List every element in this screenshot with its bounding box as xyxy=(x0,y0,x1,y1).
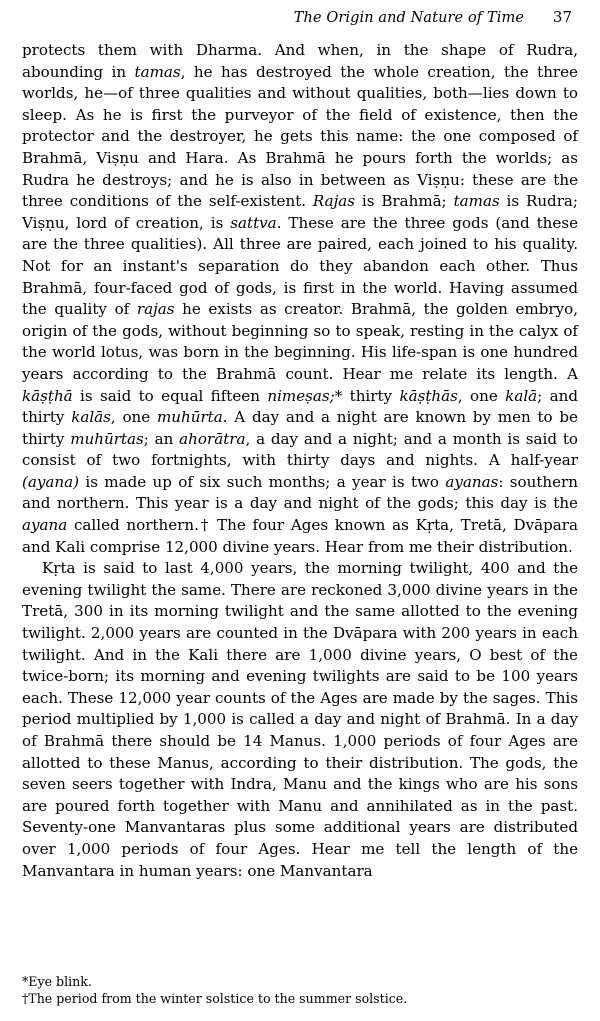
paragraph: protects them with Dharma. And when, in the shape of Rudra, abounding in tamas, he has destroyed the whole creation, the three worlds, he—of three qualities and without qualities, both—lies down to sleep. As he is first the purveyor of the field of existence, then the protector and the destroyer, he gets this name: the one composed of Brahmā, Viṣṇu and Hara. As Brahmā he pours forth the worlds; as Rudra he destroys; and he is also in between as Viṣṇu: these are the three conditions of the self-existent. Rajas is Brahmā; tamas is Rudra; Viṣṇu, lord of creation, is sattva. These are the three gods (and these are the three qualities). All three are paired, each joined to his quality. Not for an instant's separation do they abandon each other. Thus Brahmā, four-faced god of gods, is first in the world. Having assumed the quality of rajas he exists as creator. Brahmā, the golden embryo, origin of the gods, without beginning so to speak, resting in the calyx of the world lotus, was born in the beginning. His life-span is one hundred years according to the Brahmā count. Hear me relate its length. A kāṣṭhā is said to equal fifteen nimeṣas;* thirty kāṣṭhās, one kalā; and thirty kalās, one muhūrta. A day and a night are known by men to be thirty muhūrtas; an ahorātra, a day and a night; and a month is said to consist of two fortnights, with thirty days and nights. A half-year (ayana) is made up of six such months; a year is two ayanas: southern and northern. This year is a day and night of the gods; this day is the ayana called northern.† The four Ages known as Kṛta, Tretā, Dvāpara and Kali comprise 12,000 divine years. Hear from me their distribution. xyxy=(22,41,579,556)
body-text xyxy=(22,40,578,882)
footnotes xyxy=(22,973,492,1007)
running-title: The Origin and Nature of Time xyxy=(293,10,524,26)
paragraph: Kṛta is said to last 4,000 years, the morning twilight, 400 and the evening twilight the same. There are reckoned 3,000 divine years in the Tretā, 300 in its morning twilight and the same allotted to the evening twilight. 2,000 years are counted in the Dvāpara with 200 years in each twilight. And in the Kali there are 1,000 divine years, O best of the twice-born; its morning and evening twilights are said to be 100 years each. These 12,000 year counts of the Ages are made by the sages. This period multiplied by 1,000 is called a day and night of Brahmā. In a day of Brahmā there should be 14 Manus. 1,000 periods of four Ages are allotted to these Manus, according to their distribution. The gods, the seven seers together with Indra, Manu and the kings who are his sons are poured forth together with Manu and annihilated as in the past. Seventy-one Manvantaras plus some additional years are distributed over 1,000 periods of four Ages. Hear me tell the length of the Manvantara in human years: one Manvantara xyxy=(22,559,578,880)
page-header xyxy=(40,8,572,32)
page-number: 37 xyxy=(552,8,572,26)
footnote: †The period from the winter solstice to the summer solstice. xyxy=(22,991,408,1006)
footnote: *Eye blink. xyxy=(22,974,92,989)
